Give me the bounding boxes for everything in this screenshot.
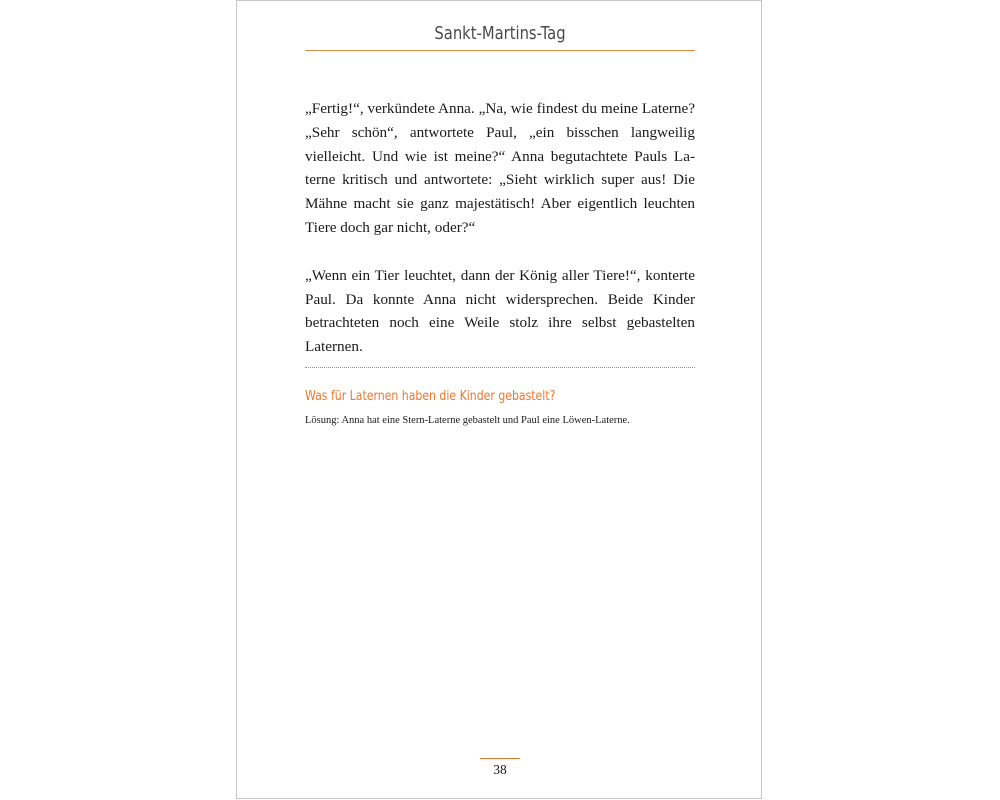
paragraph-2: „Wenn ein Tier leuchtet, dann der König aller Tiere!“, konterte Paul. Da konnte Anna nicht widersprechen. Beide Kinder betrachteten noch eine Weile stolz ihre selbst gebastelten Laternen. — [305, 266, 695, 356]
title-rule — [305, 50, 695, 51]
paragraph-1: „Fertig!“, verkündete Anna. „Na, wie findest du meine Laterne? „Sehr schön“, antwortete Paul, „ein bisschen langweilig vielleicht. Und wie ist meine?“ Anna begutachtete Pauls Laterne kritisch und antwortete: „Sieht wirklich super aus! Die Mähne macht sie ganz majestätisch! Aber eigentlich leuchten Tiere doch gar nicht, oder?“ — [305, 100, 695, 236]
quiz-answer: Lösung: Anna hat eine Stern-Laterne gebastelt und Paul eine Löwen-Laterne. — [305, 415, 630, 426]
section-divider — [305, 367, 695, 368]
book-page — [236, 0, 762, 799]
quiz-question: Was für Laternen haben die Kinder gebastelt? — [305, 389, 556, 404]
page-number-rule — [480, 758, 520, 759]
body-text — [305, 97, 695, 359]
page-number: 38 — [493, 762, 507, 777]
running-title: Sankt-Martins-Tag — [434, 23, 566, 44]
